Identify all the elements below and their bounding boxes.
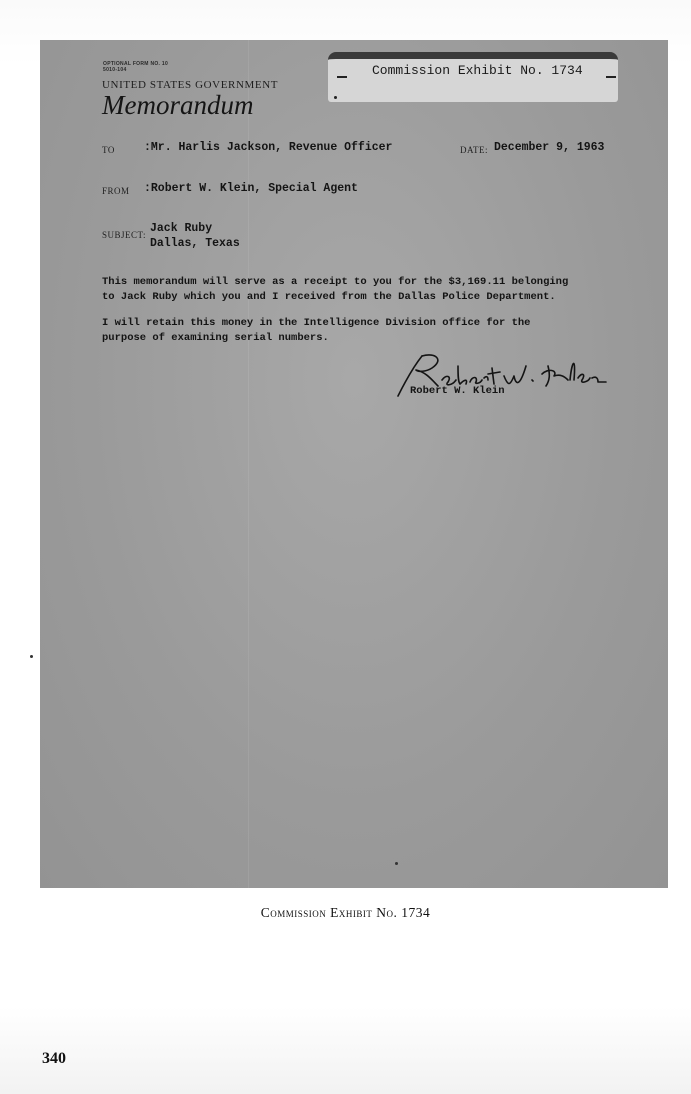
memorandum-photo <box>40 40 668 888</box>
label-mark-right <box>606 76 616 78</box>
margin-speck <box>30 655 33 658</box>
page-number: 340 <box>42 1050 66 1067</box>
paragraph-2-line-2: purpose of examining serial numbers. <box>102 332 329 344</box>
form-number: OPTIONAL FORM NO. 10 5010-104 <box>103 61 169 73</box>
date-value: December 9, 1963 <box>494 141 605 154</box>
exhibit-caption: Commission Exhibit No. 1734 <box>260 905 431 920</box>
subject-line-1: Jack Ruby <box>150 222 213 235</box>
crease-line <box>248 40 249 888</box>
subject-line-2: Dallas, Texas <box>150 237 240 250</box>
from-value: :Robert W. Klein, Special Agent <box>144 182 358 195</box>
exhibit-label <box>328 52 618 102</box>
to-label: TO <box>102 145 115 155</box>
paragraph-1-line-2: to Jack Ruby which you and I received from the Dallas Police Department. <box>102 291 556 303</box>
date-label: DATE: <box>460 145 488 155</box>
paragraph-2-line-1: I will retain this money in the Intelligence Division office for the <box>102 317 531 329</box>
typed-signature: Robert W. Klein <box>410 385 505 397</box>
agency-heading: UNITED STATES GOVERNMENT <box>102 79 279 91</box>
subject-label: SUBJECT: <box>102 230 147 240</box>
exhibit-label-text: Commission Exhibit No. 1734 <box>372 63 583 78</box>
from-label: FROM <box>102 186 130 196</box>
photo-speck <box>395 862 398 865</box>
label-dot <box>334 96 337 99</box>
paragraph-1-line-1: This memorandum will serve as a receipt to you for the $3,169.11 belonging <box>102 276 569 288</box>
to-value: :Mr. Harlis Jackson, Revenue Officer <box>144 141 393 154</box>
label-mark-left <box>337 76 347 78</box>
memo-title: Memorandum <box>102 90 254 120</box>
